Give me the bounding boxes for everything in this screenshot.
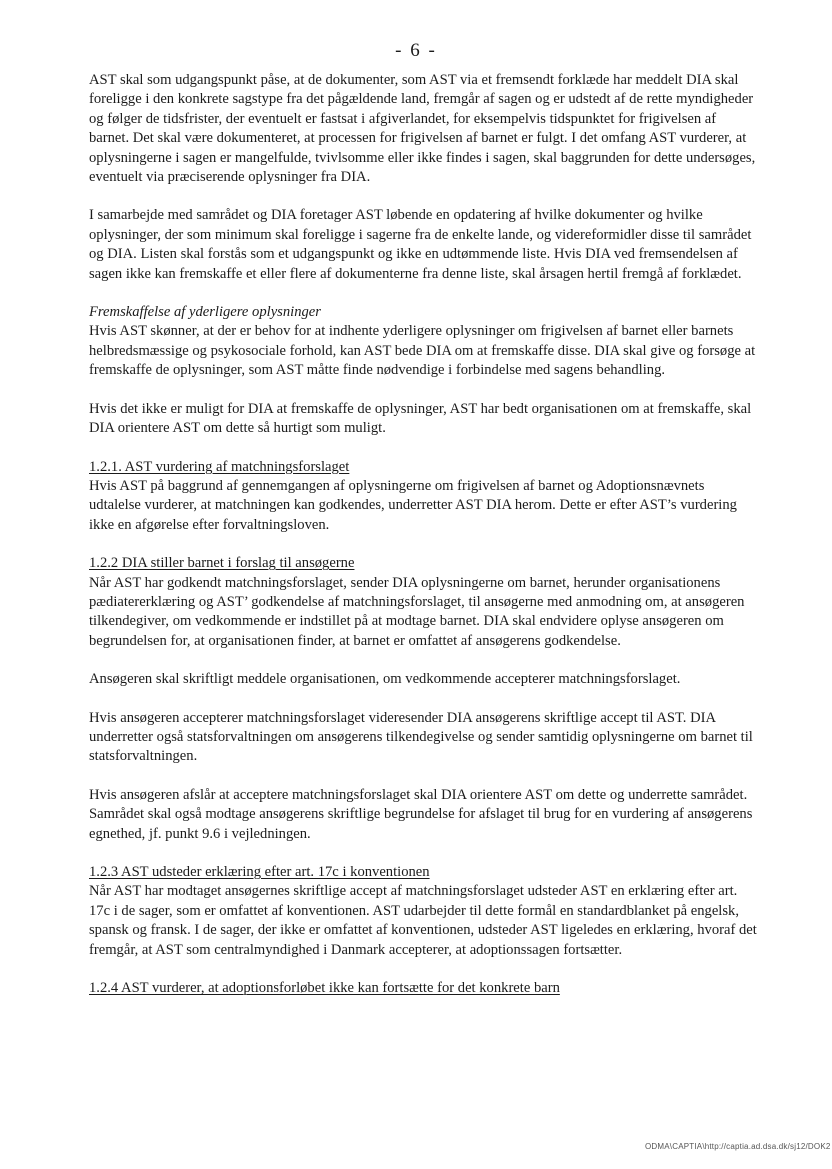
section-heading-1-2-4: 1.2.4 AST vurderer, at adoptionsforløbet ikke kan fortsætte for det konkrete barn	[89, 980, 560, 997]
paragraph: Hvis ansøgeren accepterer matchningsforslaget videresender DIA ansøgerens skriftlige accept til AST. DIA underretter også statsforvaltningen om ansøgerens tilkendegivelse og sender samtidig oplysningerne om barnet til statsforvaltningen.	[89, 709, 753, 765]
paragraph: AST skal som udgangspunkt påse, at de dokumenter, som AST via et fremsendt forklæde har meddelt DIA skal foreligge i den konkrete sagstype fra det pågældende land, fremgår af sagen og er udstedt af de rette myndigheder og følger de tidsfrister, der eventuelt er fastsat i afgiverlandet, for eksempelvis tidspunktet for frigivelsen af barnet. Det skal være dokumenteret, at processen for frigivelsen af barnet er fulgt. I det omfang AST vurderer, at oplysningerne i sagen er mangelfulde, tvivlsomme eller ikke findes i sagen, skal baggrunden for dette undersøges, eventuelt via præciserende oplysninger fra DIA.	[89, 72, 756, 186]
section-heading-1-2-1: 1.2.1. AST vurdering af matchningsforslaget	[89, 458, 350, 475]
section-heading-fremskaffelse: Fremskaffelse af yderligere oplysninger	[89, 304, 321, 321]
document-body	[89, 71, 757, 998]
paragraph: Hvis ansøgeren afslår at acceptere matchningsforslaget skal DIA orientere AST om dette og underrette samrådet. Samrådet skal også modtage ansøgerens skriftlige begrundelse for afslaget til brug for en vurdering af ansøgerens egnethed, jf. punkt 9.6 i vejledningen.	[89, 786, 753, 842]
section-heading-1-2-2: 1.2.2 DIA stiller barnet i forslag til ansøgerne	[89, 555, 355, 572]
paragraph: Hvis AST på baggrund af gennemgangen af oplysningerne om frigivelsen af barnet og Adoptionsnævnets udtalelse vurderer, at matchningen kan godkendes, underretter AST DIA herom. Dette er efter AST’s vurdering ikke en afgørelse efter forvaltningsloven.	[89, 477, 737, 533]
paragraph: Når AST har modtaget ansøgernes skriftlige accept af matchningsforslaget udsteder AST en erklæring efter art. 17c i de sager, som er omfattet af konventionen. AST udarbejder til dette formål en standardblanket på engelsk, spansk og fransk. I de sager, der ikke er omfattet af konventionen, udsteder AST ligeledes en erklæring, hvoraf det fremgår, at AST som centralmyndighed i Danmark accepterer, at adoptionssagen fortsætter.	[89, 883, 757, 958]
paragraph: Ansøgeren skal skriftligt meddele organisationen, om vedkommende accepterer matchningsforslaget.	[89, 671, 681, 688]
paragraph: Når AST har godkendt matchningsforslaget, sender DIA oplysningerne om barnet, herunder organisationens pædiatererklæring og AST’ godkendelse af matchningsforslaget, til ansøgerne med anmodning om, at ansøgeren tilkendegiver, om vedkommende er indstillet på at modtage barnet. DIA skal endvidere oplyse ansøgeren om begrundelsen for, at organisationen finder, at barnet er omfattet af ansøgerens godkendelse.	[89, 574, 745, 649]
paragraph: Hvis AST skønner, at der er behov for at indhente yderligere oplysninger om frigivelsen af barnet eller barnets helbredsmæssige og psykosociale forhold, kan AST bede DIA om at fremskaffe disse. DIA skal give og forsøge at fremskaffe de oplysninger, som AST måtte finde nødvendige i forbindelse med sagens behandling.	[89, 323, 756, 379]
paragraph: Hvis det ikke er muligt for DIA at fremskaffe de oplysninger, AST har bedt organisationen om at fremskaffe, skal DIA orientere AST om dette så hurtigt som muligt.	[89, 400, 752, 437]
page-number: - 6 -	[395, 40, 437, 61]
section-heading-1-2-3: 1.2.3 AST udsteder erklæring efter art. 17c i konventionen	[89, 864, 430, 880]
document-footer: ODMA\CAPTIA\http://captia.ad.dsa.dk/sj12/DOK2	[645, 1142, 831, 1151]
paragraph: I samarbejde med samrådet og DIA foretager AST løbende en opdatering af hvilke dokumenter og hvilke oplysninger, der som minimum skal foreligge i sagerne fra de enkelte lande, og videreformidler disse til samrådet og DIA. Listen skal forstås som et udgangspunkt og ikke en udtømmende liste. Hvis DIA ved fremsendelsen af sagen ikke kan fremskaffe et eller flere af dokumenterne fra denne liste, skal årsagen hertil fremgå af forklædet.	[89, 207, 752, 282]
